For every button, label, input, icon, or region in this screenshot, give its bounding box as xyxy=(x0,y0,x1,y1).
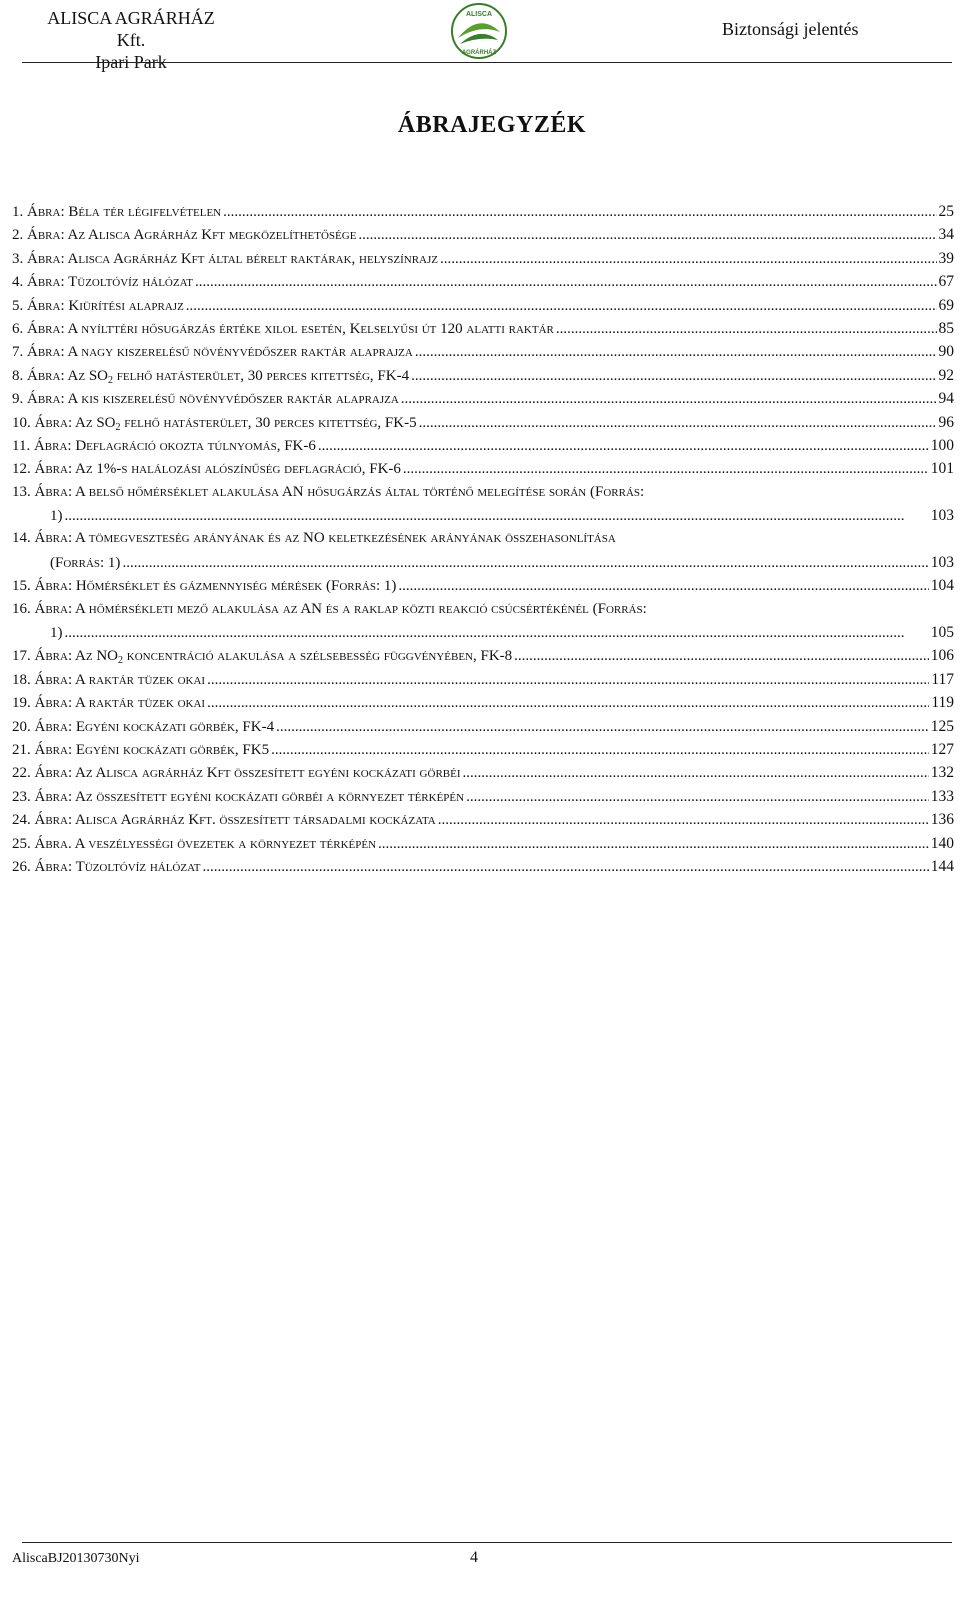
footer-page-number: 4 xyxy=(470,1549,478,1566)
entry-page: 125 xyxy=(930,717,954,735)
dot-leader xyxy=(223,201,936,224)
dot-leader xyxy=(203,856,929,879)
entry-number: 6. xyxy=(12,320,24,337)
entry-number: 20. xyxy=(12,718,31,735)
entry-text: Ábra: Hőmérséklet és gázmennyiség mérések (Forrás: 1) xyxy=(34,578,397,595)
footer-file-id: AliscaBJ20130730Nyi xyxy=(12,1551,140,1566)
entry-page: 34 xyxy=(938,226,954,244)
entry-text-cont: koncentráció alakulása a szélsebesség függvényében, FK-8 xyxy=(123,648,513,665)
toc-entry[interactable] xyxy=(12,855,954,878)
toc-entry[interactable] xyxy=(12,317,954,340)
entry-text: Ábra: Kiürítési alaprajz xyxy=(27,297,184,314)
entry-number: 19. xyxy=(12,695,31,712)
entry-number: 10. xyxy=(12,414,31,431)
header-doc-title: Biztonsági jelentés xyxy=(722,19,859,39)
dot-leader xyxy=(65,622,929,645)
header-company: ALISCA AGRÁRHÁZ Kft. xyxy=(47,8,215,50)
entry-number: 23. xyxy=(12,788,31,805)
header-divider xyxy=(22,62,952,63)
toc-entry[interactable] xyxy=(12,200,954,223)
toc-entry[interactable] xyxy=(12,808,954,831)
toc-entry[interactable] xyxy=(12,247,954,270)
entry-text-cont: 1) xyxy=(50,625,63,642)
dot-leader xyxy=(358,224,936,247)
toc-entry[interactable] xyxy=(12,387,954,410)
entry-text: Ábra: A nagy kiszerelésű növényvédőszer raktár alaprajza xyxy=(27,344,413,361)
page-title: ÁBRAJEGYZÉK xyxy=(397,112,587,138)
header-company-block xyxy=(46,7,216,73)
entry-text: Ábra. A veszélyességi övezetek a környezet térképén xyxy=(34,835,377,852)
entry-number: 26. xyxy=(12,858,31,875)
dot-leader xyxy=(207,669,929,692)
entry-number: 1. xyxy=(12,204,24,220)
entry-page: 92 xyxy=(938,366,954,384)
toc-entry[interactable] xyxy=(12,574,954,597)
entry-number: 14. xyxy=(12,530,31,547)
toc-entry[interactable] xyxy=(12,364,954,387)
figure-list xyxy=(12,200,954,878)
entry-page: 144 xyxy=(930,857,954,875)
toc-entry[interactable] xyxy=(12,785,954,808)
entry-text-cont: felhő hatásterület, 30 perces kitettség, FK-5 xyxy=(120,414,417,431)
dot-leader xyxy=(378,833,929,856)
entry-text-cont: (Forrás: 1) xyxy=(50,554,121,571)
entry-page: 140 xyxy=(930,834,954,852)
entry-page: 85 xyxy=(938,319,954,337)
dot-leader xyxy=(411,365,936,388)
subscript: 2 xyxy=(108,374,114,386)
entry-page: 132 xyxy=(930,764,954,782)
dot-leader xyxy=(318,435,929,458)
entry-number: 21. xyxy=(12,742,31,759)
entry-number: 9. xyxy=(12,391,24,408)
toc-entry[interactable] xyxy=(12,598,954,645)
toc-entry[interactable] xyxy=(12,340,954,363)
entry-number: 16. xyxy=(12,600,31,617)
entry-page: 105 xyxy=(930,624,954,642)
entry-page: 117 xyxy=(931,670,954,688)
toc-entry[interactable] xyxy=(12,668,954,691)
dot-leader xyxy=(466,786,929,809)
entry-page: 136 xyxy=(930,811,954,829)
entry-text: Ábra: Az NO xyxy=(34,648,119,665)
alisca-logo xyxy=(450,2,508,60)
entry-number: 25. xyxy=(12,835,31,852)
toc-entry[interactable] xyxy=(12,761,954,784)
toc-entry[interactable] xyxy=(12,715,954,738)
toc-entry[interactable] xyxy=(12,223,954,246)
dot-leader xyxy=(122,552,928,575)
dot-leader xyxy=(440,248,936,271)
toc-entry[interactable] xyxy=(12,434,954,457)
logo-text-bottom: AGRÁRHÁZ xyxy=(461,50,497,56)
entry-text: Ábra: Az SO xyxy=(34,414,116,431)
dot-leader xyxy=(401,388,937,411)
entry-number: 22. xyxy=(12,765,31,782)
entry-text: Ábra: A raktár tüzek okai xyxy=(34,695,206,712)
entry-text: Ábra: Egyéni kockázati görbék, FK5 xyxy=(34,742,270,759)
entry-number: 24. xyxy=(12,812,31,829)
dot-leader xyxy=(65,505,929,528)
entry-text: Ábra: A nyílttéri hősugárzás értéke xilol esetén, Kelselyűsi út 120 alatti raktár xyxy=(27,320,554,337)
entry-number: 17. xyxy=(12,648,31,665)
dot-leader xyxy=(463,762,929,785)
entry-page: 101 xyxy=(930,460,954,478)
dot-leader xyxy=(556,318,937,341)
entry-text: Ábra: A tömegveszteség arányának és az NO keletkezésének arányának összehasonlítása xyxy=(34,530,616,547)
dot-leader xyxy=(438,809,929,832)
entry-page: 103 xyxy=(930,553,954,571)
entry-text: Ábra: A hőmérsékleti mező alakulása az AN és a raklap közti reakció csúcsértékénél (Forrás: xyxy=(34,600,647,617)
entry-text: Ábra: Egyéni kockázati görbék, FK-4 xyxy=(34,718,275,735)
entry-page: 39 xyxy=(938,249,954,267)
dot-leader xyxy=(415,341,937,364)
entry-page: 133 xyxy=(930,787,954,805)
entry-text-cont: 1) xyxy=(50,508,63,525)
entry-text-cont: felhő hatásterület, 30 perces kitettség, FK-4 xyxy=(113,367,410,384)
entry-number: 2. xyxy=(12,227,24,244)
entry-text: Ábra: Az összesített egyéni kockázati görbéi a környezet térképén xyxy=(34,788,465,805)
entry-page: 104 xyxy=(930,577,954,595)
entry-page: 67 xyxy=(938,273,954,291)
toc-entry[interactable] xyxy=(12,832,954,855)
subscript: 2 xyxy=(118,655,124,667)
entry-page: 96 xyxy=(938,413,954,431)
dot-leader xyxy=(207,692,929,715)
dot-leader xyxy=(419,412,937,435)
toc-entry[interactable] xyxy=(12,481,954,528)
toc-entry[interactable] xyxy=(12,691,954,714)
entry-text: Ábra: Béla tér légifelvételen xyxy=(27,204,222,220)
entry-page: 69 xyxy=(938,296,954,314)
entry-text: Ábra: Alisca Agrárház Kft által bérelt raktárak, helyszínrajz xyxy=(27,250,439,267)
entry-page: 106 xyxy=(930,647,954,665)
entry-page: 25 xyxy=(938,203,954,220)
entry-number: 11. xyxy=(12,437,31,454)
dot-leader xyxy=(514,645,929,668)
dot-leader xyxy=(403,458,929,481)
entry-text: Ábra: Az SO xyxy=(27,367,109,384)
dot-leader xyxy=(276,716,929,739)
page-header xyxy=(0,0,960,72)
entry-page: 94 xyxy=(938,390,954,408)
entry-text: Ábra: A raktár tüzek okai xyxy=(34,671,206,688)
entry-page: 100 xyxy=(930,436,954,454)
toc-entry[interactable] xyxy=(12,411,954,434)
entry-number: 4. xyxy=(12,274,24,291)
entry-text: Ábra: Tüzoltóvíz hálózat xyxy=(34,858,201,875)
entry-number: 12. xyxy=(12,461,31,478)
entry-number: 13. xyxy=(12,483,31,500)
footer-divider xyxy=(22,1542,952,1543)
dot-leader xyxy=(398,575,928,598)
toc-entry[interactable] xyxy=(12,527,954,574)
dot-leader xyxy=(186,295,937,318)
header-subtitle: Ipari Park xyxy=(95,52,167,72)
entry-page: 127 xyxy=(930,741,954,759)
entry-number: 15. xyxy=(12,578,31,595)
entry-page: 103 xyxy=(930,507,954,525)
entry-text: Ábra: A kis kiszerelésű növényvédőszer raktár alaprajza xyxy=(27,391,399,408)
entry-text: Ábra: Tüzoltóvíz hálózat xyxy=(27,274,194,291)
entry-text: Ábra: Deflagráció okozta túlnyomás, FK-6 xyxy=(33,437,316,454)
entry-page: 119 xyxy=(931,694,954,712)
entry-number: 18. xyxy=(12,671,31,688)
toc-entry[interactable] xyxy=(12,738,954,761)
entry-number: 5. xyxy=(12,297,24,314)
toc-entry[interactable] xyxy=(12,644,954,667)
entry-text: Ábra: A belső hőmérséklet alakulása AN hősugárzás által történő melegítése során (Forrás: xyxy=(34,483,645,500)
entry-number: 3. xyxy=(12,250,24,267)
entry-text: Ábra: Az Alisca agrárház Kft összesített egyéni kockázati görbéi xyxy=(34,765,461,782)
entry-number: 8. xyxy=(12,367,24,384)
entry-text: Ábra: Az 1%-s halálozási alószínűség deflagráció, FK-6 xyxy=(34,461,401,478)
entry-number: 7. xyxy=(12,344,24,361)
dot-leader xyxy=(195,271,936,294)
entry-text: Ábra: Alisca Agrárház Kft. összesített társadalmi kockázata xyxy=(34,812,436,829)
dot-leader xyxy=(271,739,929,762)
entry-text: Ábra: Az Alisca Agrárház Kft megközelíthetősége xyxy=(27,227,357,244)
toc-entry[interactable] xyxy=(12,457,954,480)
toc-entry[interactable] xyxy=(12,270,954,293)
entry-page: 90 xyxy=(938,343,954,361)
logo-text-top: ALISCA xyxy=(465,11,493,18)
toc-entry[interactable] xyxy=(12,294,954,317)
subscript: 2 xyxy=(115,421,121,433)
